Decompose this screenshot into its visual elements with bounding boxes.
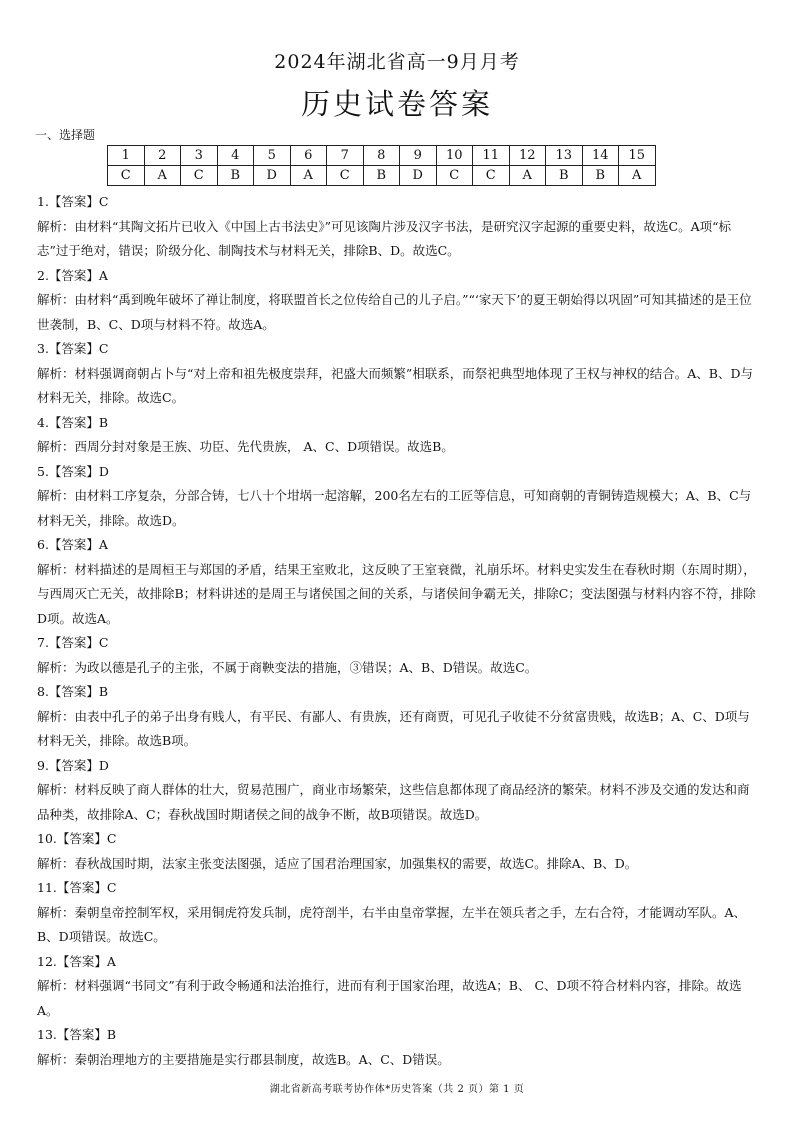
answer-cell: B (582, 166, 619, 186)
question-number-cell: 15 (619, 146, 656, 166)
question-number-cell: 3 (181, 146, 218, 166)
answer-cell: C (473, 166, 510, 186)
analysis-paragraph: 解析：材料强调商朝占卜与“对上帝和祖先极度崇拜，祀盛大而频繁”相联系，而祭祀典型地体现了王权与神权的结合。A、B、D与材料无关，排除。故选C。 (37, 365, 754, 405)
analysis-paragraph: 解析：为政以德是孔子的主张，不属于商鞅变法的措施，③错误；A、B、D错误。故选C。 (37, 659, 538, 675)
analysis-paragraph: 解析：由表中孔子的弟子出身有贱人，有平民、有鄙人、有贵族，还有商贾，可见孔子收徒不分贫富贵贱，故选B；A、C、D项与材料无关，排除。故选B项。 (37, 708, 750, 748)
answer-cell: C (108, 166, 145, 186)
question-number-cell: 13 (546, 146, 583, 166)
answer-line: 11.【答案】C (37, 880, 117, 895)
analysis-paragraph: 解析：秦朝皇帝控制军权，采用铜虎符发兵制，虎符剖半，右半由皇帝掌握，左半在领兵者之手，左右合符，才能调动军队。A、B、D项错误。故选C。 (37, 904, 747, 944)
question-number-cell: 8 (363, 146, 400, 166)
answer-key-table (107, 145, 656, 186)
question-number-cell: 6 (290, 146, 327, 166)
question-number-cell: 11 (473, 146, 510, 166)
answer-cell: A (290, 166, 327, 186)
question-number-cell: 1 (108, 146, 145, 166)
analysis-paragraph: 解析：材料反映了商人群体的壮大，贸易范围广，商业市场繁荣，这些信息都体现了商品经济的繁荣。材料不涉及交通的发达和商品种类，故排除A、C；春秋战国时期诸侯之间的战争不断，故B项错误。故选D。 (37, 782, 750, 822)
answer-line: 5.【答案】D (37, 463, 109, 479)
analysis-paragraph: 解析：西周分封对象是王族、功臣、先代贵族， A、C、D项错误。故选B。 (37, 439, 454, 454)
answer-line: 9.【答案】D (37, 757, 109, 773)
analysis-paragraph: 解析：由材料“禹到晚年破坏了禅让制度，将联盟首长之位传给自己的儿子启。”“‘家天下’的夏王朝始得以巩固”可知其描述的是王位世袭制，B、C、D项与材料不符。故选A。 (37, 292, 752, 332)
answer-row (108, 166, 656, 186)
analysis-paragraph: 解析：材料描述的是周桓王与郑国的矛盾，结果王室败北，这反映了王室衰微，礼崩乐坏。材料史实发生在春秋时期（东周时期），与西周灭亡无关，故排除B；材料讲述的是周王与诸侯国之间的关系，与诸侯间争霸无关，排除C；变法图强与材料内容不符，排除D项。故选A。 (37, 561, 756, 626)
answer-line: 3.【答案】C (37, 341, 109, 356)
answer-cell: C (436, 166, 473, 186)
answer-line: 8.【答案】B (37, 684, 109, 699)
answer-cell: A (144, 166, 181, 186)
answer-cell: D (254, 166, 291, 186)
analysis-paragraph: 解析：材料强调“书同文”有利于政令畅通和法治推行，进而有利于国家治理，故选A；B、 C、D项不符合材料内容，排除。故选A。 (37, 978, 742, 1018)
answer-cell: D (400, 166, 437, 186)
question-number-cell: 7 (327, 146, 364, 166)
question-number-cell: 14 (582, 146, 619, 166)
question-number-cell: 12 (509, 146, 546, 166)
answer-cell: A (619, 166, 656, 186)
answer-line: 2.【答案】A (37, 267, 108, 283)
answer-line: 1.【答案】C (37, 194, 109, 209)
question-number-cell: 2 (144, 146, 181, 166)
exam-title: 2024年湖北省高一9月月考 (274, 51, 520, 73)
question-number-cell: 9 (400, 146, 437, 166)
answer-cell: B (363, 166, 400, 186)
answer-cell: C (181, 166, 218, 186)
page-footer: 湖北省新高考联考协作体*历史答案（共 2 页）第 1 页 (269, 1084, 525, 1095)
answer-line: 10.【答案】C (37, 831, 117, 846)
question-number-row (108, 146, 656, 166)
answer-cell: A (509, 166, 546, 186)
analysis-paragraph: 解析：由材料“其陶文拓片已收入《中国上古书法史》”可见该陶片涉及汉字书法，是研究汉字起源的重要史料，故选C。A项“标志”过于绝对，错误；阶级分化、制陶技术与材料无关，排除B、D。故选C。 (37, 218, 732, 258)
section-heading: 一、选择题 (35, 128, 96, 142)
answer-line: 13.【答案】B (37, 1027, 117, 1042)
answer-cell: B (546, 166, 583, 186)
question-number-cell: 4 (217, 146, 254, 166)
document-title: 历史试卷答案 (300, 87, 493, 121)
answer-cell: B (217, 166, 254, 186)
analysis-paragraph: 解析：春秋战国时期，法家主张变法图强，适应了国君治理国家，加强集权的需要，故选C。排除A、B、D。 (37, 855, 638, 871)
answer-line: 4.【答案】B (37, 414, 109, 430)
question-number-cell: 10 (436, 146, 473, 166)
question-number-cell: 5 (254, 146, 291, 166)
answer-line: 6.【答案】A (37, 537, 108, 552)
analysis-paragraph: 解析：由材料工序复杂，分部合铸，七八十个坩埚一起溶解，200名左右的工匠等信息，可知商朝的青铜铸造规模大；A、B、C与材料无关，排除。故选D。 (37, 488, 752, 528)
analysis-paragraph: 解析：秦朝治理地方的主要措施是实行郡县制度，故选B。A、C、D错误。 (37, 1051, 450, 1067)
answer-cell: C (327, 166, 364, 186)
answer-explanations (37, 190, 761, 1072)
answer-line: 12.【答案】A (37, 953, 116, 969)
answer-line: 7.【答案】C (37, 635, 109, 650)
